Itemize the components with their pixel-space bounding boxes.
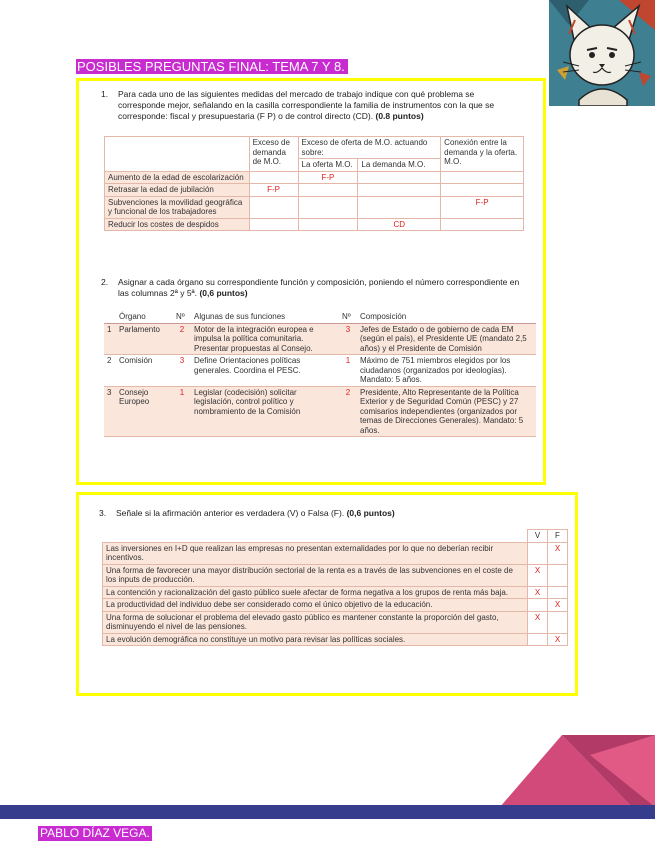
question-3-points: (0,6 puntos) (346, 508, 395, 518)
q3-mark-true (528, 599, 548, 612)
question-2-number: 2. (101, 277, 109, 287)
questions-box-1 (76, 78, 546, 485)
q1-row-label: Retrasar la edad de jubilación (105, 184, 250, 197)
q2-header-composition: Composición (357, 311, 536, 323)
q1-header-excess-demand: Exceso de demanda de M.O. (249, 137, 298, 172)
q3-statement: Las inversiones en I+D que realizan las empresas no presentan externalidades por lo que no deberían recibir incentivos. (103, 542, 528, 564)
q1-header-blank (105, 137, 250, 172)
q2-row-index: 1 (104, 323, 116, 355)
q1-cell (298, 184, 358, 197)
question-1-points: (0.8 puntos) (375, 111, 424, 121)
q3-header-blank (103, 530, 528, 543)
question-3-text: Señale si la afirmación anterior es verdadera (V) o Falsa (F). (116, 508, 345, 518)
q3-statement: Una forma de favorecer una mayor distribución sectorial de la renta es a través de las subvenciones en el coste de los inputs de producción. (103, 564, 528, 586)
q3-row (103, 542, 568, 564)
q3-header-true: V (528, 530, 548, 543)
q1-cell (249, 171, 298, 184)
q2-number: 3 (173, 355, 191, 387)
q1-row-label: Aumento de la edad de escolarización (105, 171, 250, 184)
question-2-points: (0,6 puntos) (199, 288, 248, 298)
q1-header-supply-side: La oferta M.O. (298, 159, 358, 172)
q2-row (104, 386, 536, 437)
q2-row-index: 2 (104, 355, 116, 387)
q3-mark-false (548, 586, 568, 599)
q1-row-label: Reducir los costes de despidos (105, 218, 250, 231)
q2-row (104, 323, 536, 355)
q3-mark-true (528, 542, 548, 564)
q3-mark-false (548, 564, 568, 586)
question-1-table (104, 136, 524, 231)
q1-cell (441, 184, 524, 197)
q2-function: Motor de la integración europea e impulsa la política comunitaria. Presentar propuestas al Consejo. (191, 323, 339, 355)
question-3-number: 3. (99, 508, 107, 518)
q3-row (103, 633, 568, 646)
q3-row (103, 599, 568, 612)
q3-mark-false: X (548, 599, 568, 612)
q2-header-functions: Algunas de sus funciones (191, 311, 339, 323)
q1-cell: F-P (298, 171, 358, 184)
q2-number: 2 (339, 386, 357, 437)
question-2-prompt (101, 277, 531, 299)
q2-number: 2 (173, 323, 191, 355)
q1-cell (298, 218, 358, 231)
q2-composition: Presidente, Alto Representante de la Política Exterior y de Seguridad Común (PESC) y 27 comisarios independientes (organizados por temas de Direcciones Generales). Mandato: 5 años. (357, 386, 536, 437)
q2-composition: Máximo de 751 miembros elegidos por los ciudadanos (organizados por ideologías). Mandato: 5 años. (357, 355, 536, 387)
q3-statement: La contención y racionalización del gasto público suele afectar de forma negativa a los grupos de renta más baja. (103, 586, 528, 599)
q1-row (105, 171, 524, 184)
q2-header-index (104, 311, 116, 323)
q2-organ: Parlamento (116, 323, 173, 355)
q2-composition: Jefes de Estado o de gobierno de cada EM (según el país), el Presidente UE (mandato 2,5 años) y el Presidente de Comisión (357, 323, 536, 355)
q1-cell: F-P (249, 184, 298, 197)
q1-cell (249, 196, 298, 218)
question-1-prompt (101, 89, 521, 122)
q2-organ: Comisión (116, 355, 173, 387)
page-title: POSIBLES PREGUNTAS FINAL: TEMA 7 Y 8. (76, 59, 348, 74)
q1-header-connection: Conexión entre la demanda y la oferta. M.O. (441, 137, 524, 172)
cat-illustration (549, 0, 655, 106)
q3-row (103, 564, 568, 586)
q3-mark-true: X (528, 586, 548, 599)
question-2-table (104, 311, 536, 437)
question-1-number: 1. (101, 89, 109, 99)
q2-organ: Consejo Europeo (116, 386, 173, 437)
q3-statement: La productividad del individuo debe ser considerado como el único objetivo de la educación. (103, 599, 528, 612)
question-2-text: Asignar a cada órgano su correspondiente función y composición, poniendo el número correspondiente en las columnas 2ª y 5ª. (118, 277, 520, 298)
q1-cell (441, 218, 524, 231)
q3-mark-true: X (528, 564, 548, 586)
q1-cell (358, 171, 441, 184)
q3-row (103, 586, 568, 599)
q1-cell (298, 196, 358, 218)
question-3-prompt (99, 508, 559, 519)
question-3-table (102, 529, 568, 646)
q3-mark-false (548, 611, 568, 633)
q1-cell: F-P (441, 196, 524, 218)
q2-number: 1 (339, 355, 357, 387)
footer-bar (0, 805, 655, 819)
q2-number: 3 (339, 323, 357, 355)
q3-statement: La evolución demográfica no constituye un motivo para revisar las políticas sociales. (103, 633, 528, 646)
questions-box-2 (76, 492, 578, 696)
q2-header-number-2: Nº (339, 311, 357, 323)
q2-number: 1 (173, 386, 191, 437)
q1-cell (358, 196, 441, 218)
q3-header-false: F (548, 530, 568, 543)
q1-header-demand-side: La demanda M.O. (358, 159, 441, 172)
q3-mark-false: X (548, 542, 568, 564)
question-1-text: Para cada uno de las siguientes medidas del mercado de trabajo indique con qué problema se corresponde mejor, señalando en la casilla correspondiente la familia de instrumentos con la que se corresponde: fiscal y presupuestaria (F P) o de control directo (CD). (118, 89, 495, 121)
q3-mark-true (528, 633, 548, 646)
q2-header-number-1: Nº (173, 311, 191, 323)
q1-cell: CD (358, 218, 441, 231)
q3-mark-false: X (548, 633, 568, 646)
q2-function: Legislar (codecisión) solicitar legislación, control político y nombramiento de la Comisión (191, 386, 339, 437)
q1-row (105, 196, 524, 218)
q1-cell (249, 218, 298, 231)
q1-row (105, 218, 524, 231)
q2-row (104, 355, 536, 387)
q3-mark-true: X (528, 611, 548, 633)
q1-header-excess-supply: Exceso de oferta de M.O. actuando sobre: (298, 137, 441, 159)
q1-cell (441, 171, 524, 184)
q1-row-label: Subvenciones la movilidad geográfica y funcional de los trabajadores (105, 196, 250, 218)
q2-row-index: 3 (104, 386, 116, 437)
q2-header-organ: Órgano (116, 311, 173, 323)
q2-function: Define Orientaciones políticas generales. Coordina el PESC. (191, 355, 339, 387)
q3-statement: Una forma de solucionar el problema del elevado gasto público es mantener constante la proporción del gasto, disminuyendo el nivel de las pensiones. (103, 611, 528, 633)
author-name: PABLO DÍAZ VEGA. (40, 826, 150, 840)
decorative-triangles (500, 735, 655, 810)
q3-row (103, 611, 568, 633)
q1-row (105, 184, 524, 197)
q1-cell (358, 184, 441, 197)
